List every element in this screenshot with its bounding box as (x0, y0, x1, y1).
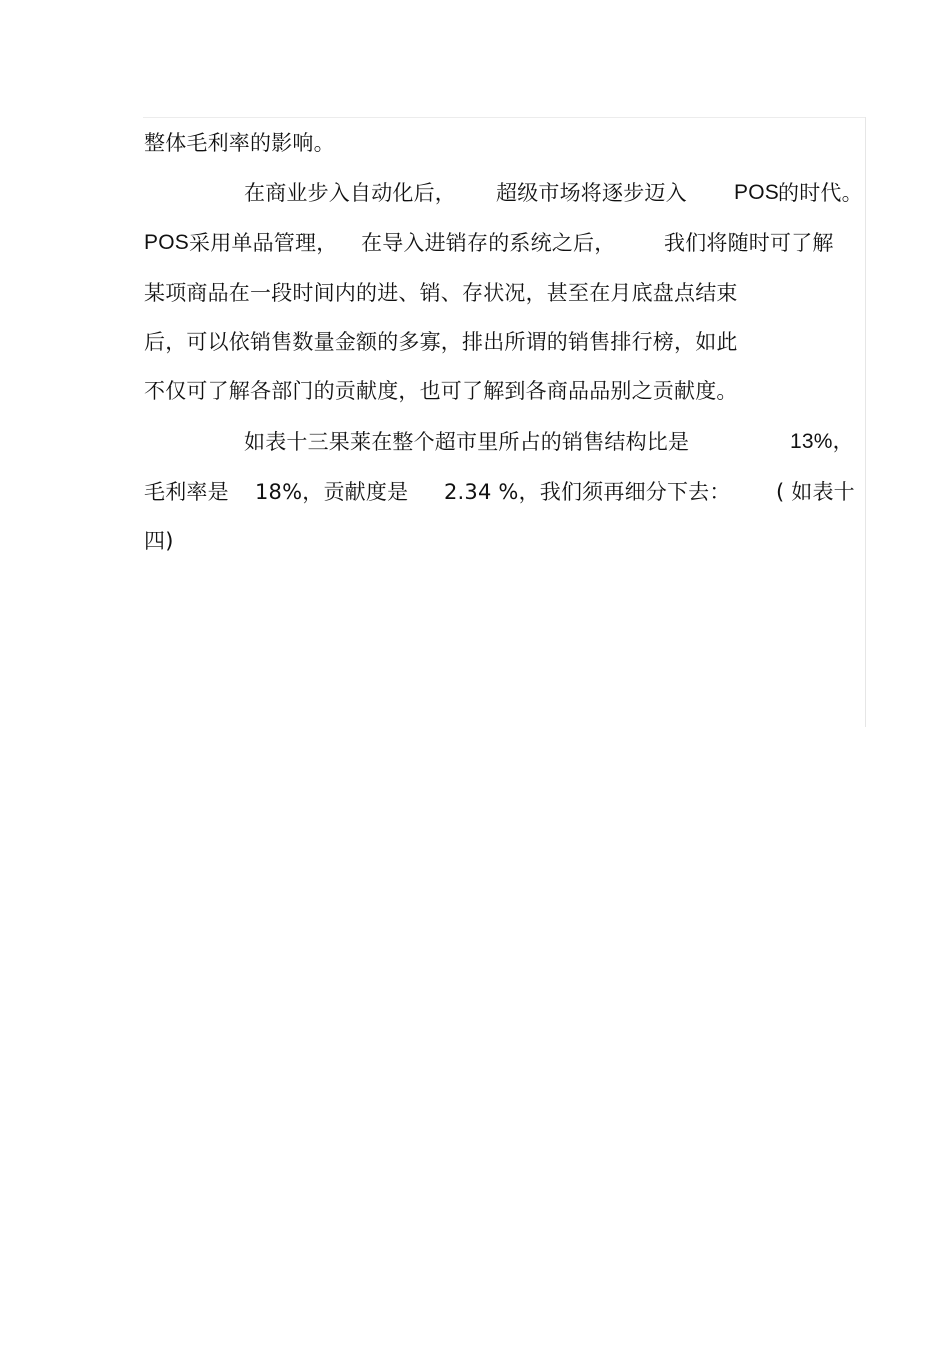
text-segment: 四) (144, 529, 174, 553)
text-segment: 在导入进销存的系统之后， (361, 231, 616, 255)
text-segment: 的时代。 (778, 181, 863, 205)
text-segment: 后，可以依销售数量金额的多寡，排出所谓的销售排行榜，如此 (144, 330, 738, 354)
text-segment: POS (144, 231, 189, 254)
page-border-top (143, 117, 865, 118)
page-border-right (865, 117, 866, 727)
text-segment: ( 如表十 (776, 480, 855, 504)
text-segment: 在商业步入自动化后， (244, 181, 456, 205)
text-segment: 某项商品在一段时间内的进、销、存状况，甚至在月底盘点结束 (144, 281, 738, 305)
text-segment: POS (734, 181, 779, 204)
text-segment: 超级市场将逐步迈入 (496, 181, 687, 205)
text-segment: 我们将随时可了解 (664, 231, 834, 255)
text-segment: 如表十三果莱在整个超市里所占的销售结构比是 (244, 430, 690, 454)
text-segment: 13%， (790, 430, 854, 453)
text-segment: 18%，贡献度是 (255, 480, 409, 504)
text-segment: 不仅可了解各部门的贡献度，也可了解到各商品品别之贡献度。 (144, 379, 738, 403)
text-segment: 毛利率是 (144, 480, 229, 504)
text-segment: 采用单品管理， (189, 231, 338, 255)
text-segment: 整体毛利率的影响。 (144, 131, 335, 155)
text-segment: 2.34 %，我们须再细分下去： (444, 480, 731, 504)
